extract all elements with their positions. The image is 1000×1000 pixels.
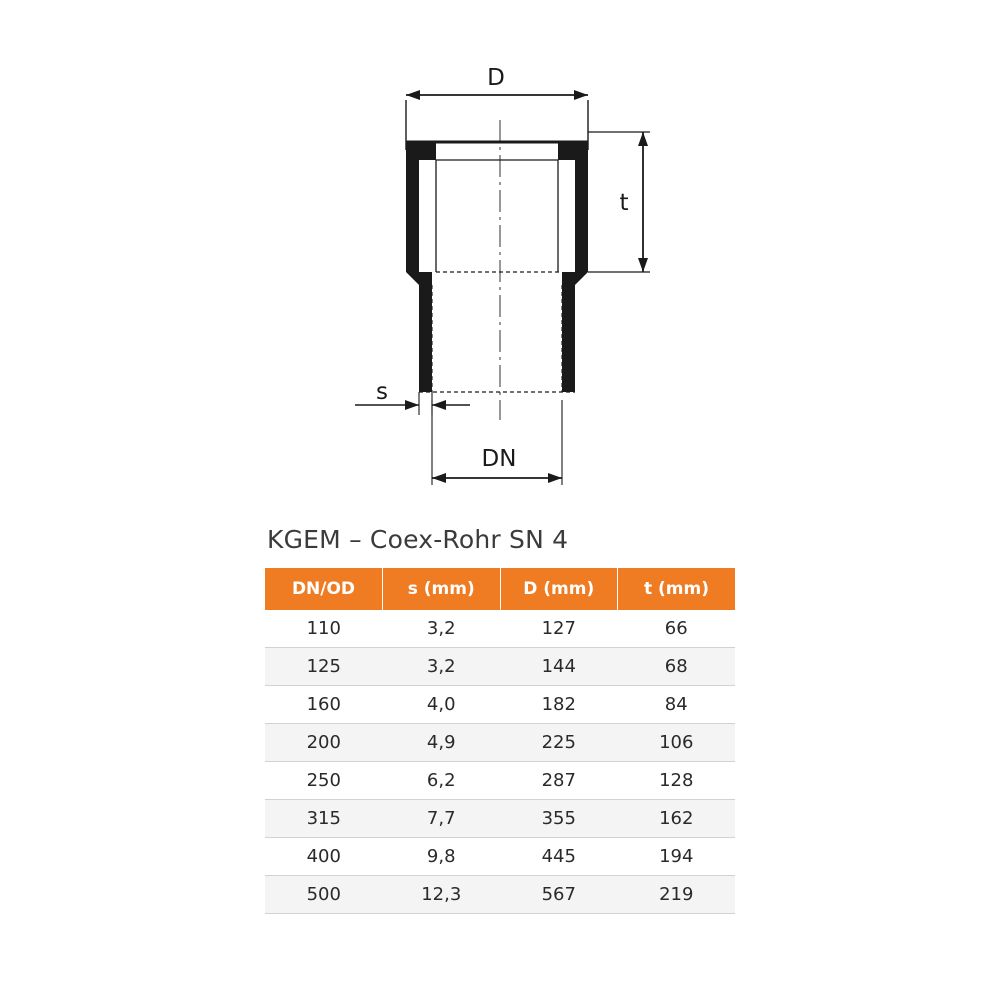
table-row <box>265 724 735 762</box>
cell-dn-od: 315 <box>265 800 383 838</box>
cell-s: 4,0 <box>383 686 501 724</box>
table-body <box>265 610 735 914</box>
cell-s: 7,7 <box>383 800 501 838</box>
cell-t: 68 <box>618 648 736 686</box>
cell-t: 128 <box>618 762 736 800</box>
dimension-t <box>588 132 650 272</box>
column-header-t: t (mm) <box>618 568 736 610</box>
cell-dn-od: 160 <box>265 686 383 724</box>
dimension-label-s: s <box>376 379 388 405</box>
cell-s: 12,3 <box>383 876 501 914</box>
cell-s: 4,9 <box>383 724 501 762</box>
cell-t: 219 <box>618 876 736 914</box>
cell-dn-od: 400 <box>265 838 383 876</box>
column-header-d: D (mm) <box>500 568 618 610</box>
cell-d: 127 <box>500 610 618 648</box>
cell-t: 66 <box>618 610 736 648</box>
cell-dn-od: 500 <box>265 876 383 914</box>
cell-s: 9,8 <box>383 838 501 876</box>
cell-dn-od: 110 <box>265 610 383 648</box>
dimension-label-D: D <box>487 65 505 91</box>
spec-table <box>265 568 735 914</box>
table-row <box>265 800 735 838</box>
column-header-s: s (mm) <box>383 568 501 610</box>
dimension-s <box>355 379 470 415</box>
cell-t: 84 <box>618 686 736 724</box>
table-row <box>265 648 735 686</box>
dimension-D <box>406 65 588 150</box>
table-row <box>265 686 735 724</box>
cell-t: 194 <box>618 838 736 876</box>
cell-d: 144 <box>500 648 618 686</box>
table-row <box>265 610 735 648</box>
cell-dn-od: 250 <box>265 762 383 800</box>
table-row <box>265 762 735 800</box>
cell-s: 6,2 <box>383 762 501 800</box>
dimension-label-t: t <box>619 190 629 216</box>
dimension-DN <box>432 400 562 485</box>
cell-s: 3,2 <box>383 648 501 686</box>
cell-d: 355 <box>500 800 618 838</box>
cell-dn-od: 200 <box>265 724 383 762</box>
cell-d: 445 <box>500 838 618 876</box>
cell-t: 162 <box>618 800 736 838</box>
cell-t: 106 <box>618 724 736 762</box>
dimension-label-DN: DN <box>481 446 517 472</box>
cell-dn-od: 125 <box>265 648 383 686</box>
spec-table-container <box>265 525 735 914</box>
cell-d: 225 <box>500 724 618 762</box>
table-row <box>265 838 735 876</box>
table-header-row <box>265 568 735 610</box>
cell-s: 3,2 <box>383 610 501 648</box>
cell-d: 567 <box>500 876 618 914</box>
spec-table-title: KGEM – Coex-Rohr SN 4 <box>267 525 569 554</box>
cell-d: 182 <box>500 686 618 724</box>
cell-d: 287 <box>500 762 618 800</box>
column-header-dn-od: DN/OD <box>265 568 383 610</box>
table-row <box>265 876 735 914</box>
pipe-outline <box>406 142 588 392</box>
